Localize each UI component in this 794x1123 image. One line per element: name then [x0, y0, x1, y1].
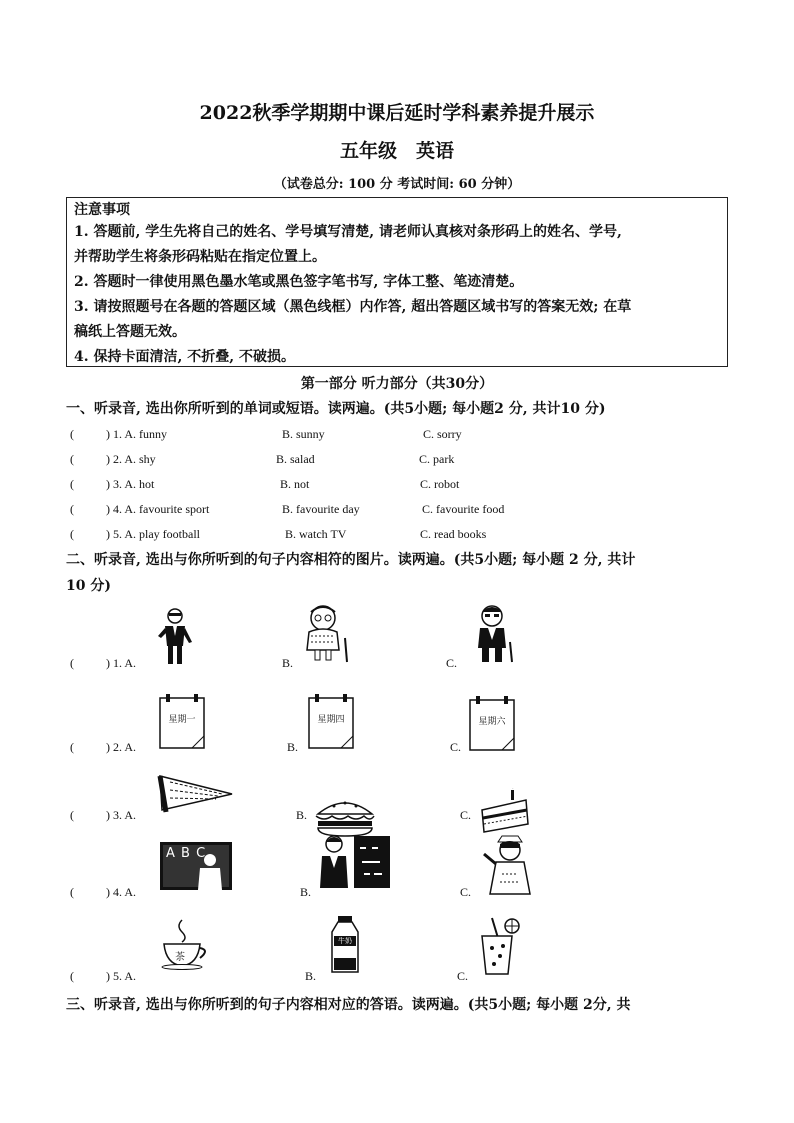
option-a: ) 2. A.: [106, 740, 136, 754]
notice-line: 2. 答题时一律使用黑色墨水笔或黑色签字笔书写, 字体工整、笔迹清楚。: [74, 274, 524, 290]
option-c: C. favourite food: [422, 502, 505, 516]
option-c: C.: [450, 740, 462, 754]
option-b: B. watch TV: [285, 527, 347, 541]
blackboard-text: A B C: [166, 846, 207, 861]
notice-line: 稿纸上答题无效。: [74, 324, 186, 340]
notice-line: 1. 答题前, 学生先将自己的姓名、学号填写清楚, 请老师认真核对条形码上的姓名、学号,: [74, 224, 622, 240]
section1-heading: 一、听录音, 选出你所听到的单词或短语。读两遍。(共5小题; 每小题2 分, 共计10 分): [66, 401, 606, 417]
section3-heading: 三、听录音, 选出与你所听到的句子内容相对应的答语。读两遍。(共5小题; 每小题 2分, 共: [66, 997, 631, 1013]
option-a: ) 3. A.: [106, 808, 136, 822]
option-a: ) 5. A. play football: [106, 527, 200, 541]
option-c: C. read books: [420, 527, 487, 541]
section2-heading-cont: 10 分): [66, 578, 111, 594]
milk-bottle-picture[interactable]: [328, 914, 362, 974]
grandpa-picture[interactable]: [468, 602, 518, 664]
exam-info: （试卷总分: 100 分 考试时间: 60 分钟）: [273, 177, 521, 192]
answer-paren[interactable]: (: [70, 885, 74, 899]
answer-paren[interactable]: (: [70, 527, 74, 541]
notice-line: 4. 保持卡面清洁, 不折叠, 不破损。: [74, 349, 295, 365]
cup-label: 茶: [175, 952, 185, 963]
part1-title: 第一部分 听力部分（共30分）: [300, 376, 494, 392]
notice-box: [66, 197, 728, 367]
calendar-monday-picture[interactable]: [158, 692, 206, 750]
answer-paren[interactable]: (: [70, 427, 74, 441]
option-a: ) 1. A.: [106, 656, 136, 670]
english-teacher-picture[interactable]: [158, 840, 234, 894]
answer-paren[interactable]: (: [70, 808, 74, 822]
grandma-picture[interactable]: [297, 602, 353, 664]
option-b: B.: [305, 969, 317, 983]
answer-paren[interactable]: (: [70, 452, 74, 466]
option-a: ) 1. A. funny: [106, 427, 167, 441]
nurse-picture[interactable]: [480, 834, 540, 896]
option-b: B. not: [280, 477, 310, 491]
answer-paren[interactable]: (: [70, 656, 74, 670]
notice-line: 3. 请按照题号在各题的答题区域（黑色线框）内作答, 超出答题区域书写的答案无效; 在草: [74, 299, 632, 315]
option-b: B.: [296, 808, 308, 822]
calendar-label: 星期四: [317, 715, 345, 725]
notice-line: 并帮助学生将条形码粘贴在指定位置上。: [74, 249, 326, 265]
option-b: B.: [282, 656, 294, 670]
answer-paren[interactable]: (: [70, 969, 74, 983]
option-b: B.: [300, 885, 312, 899]
sandwich-picture[interactable]: [156, 768, 236, 818]
section2-heading: 二、听录音, 选出与你所听到的句子内容相符的图片。读两遍。(共5小题; 每小题 2 分, 共计: [66, 552, 636, 568]
option-c: C. park: [419, 452, 455, 466]
option-b: B. favourite day: [282, 502, 360, 516]
option-c: C. sorry: [423, 427, 462, 441]
birthday-cake-picture[interactable]: [478, 788, 532, 834]
calendar-label: 星期一: [168, 715, 196, 725]
option-c: C.: [446, 656, 458, 670]
calendar-label: 星期六: [478, 717, 506, 727]
man-suit-picture[interactable]: [152, 606, 198, 666]
answer-paren[interactable]: (: [70, 740, 74, 754]
option-a: ) 2. A. shy: [106, 452, 156, 466]
juice-glass-picture[interactable]: [476, 916, 522, 976]
option-a: ) 4. A. favourite sport: [106, 502, 210, 516]
notice-heading: 注意事项: [74, 202, 130, 218]
tea-cup-picture[interactable]: [156, 918, 212, 970]
bottle-label: 牛奶: [338, 937, 352, 945]
calendar-saturday-picture[interactable]: [468, 694, 516, 752]
answer-paren[interactable]: (: [70, 502, 74, 516]
option-a: ) 4. A.: [106, 885, 136, 899]
option-a: ) 5. A.: [106, 969, 136, 983]
answer-paren[interactable]: (: [70, 477, 74, 491]
option-b: B. salad: [276, 452, 315, 466]
option-c: C. robot: [420, 477, 460, 491]
option-c: C.: [457, 969, 469, 983]
calendar-thursday-picture[interactable]: [307, 692, 355, 750]
exam-subtitle: 五年级 英语: [339, 140, 454, 162]
exam-title: 2022秋季学期期中课后延时学科素养提升展示: [199, 102, 595, 124]
math-teacher-picture[interactable]: [318, 832, 392, 892]
option-b: B.: [287, 740, 299, 754]
option-b: B. sunny: [282, 427, 325, 441]
option-c: C.: [460, 808, 472, 822]
option-c: C.: [460, 885, 472, 899]
option-a: ) 3. A. hot: [106, 477, 155, 491]
